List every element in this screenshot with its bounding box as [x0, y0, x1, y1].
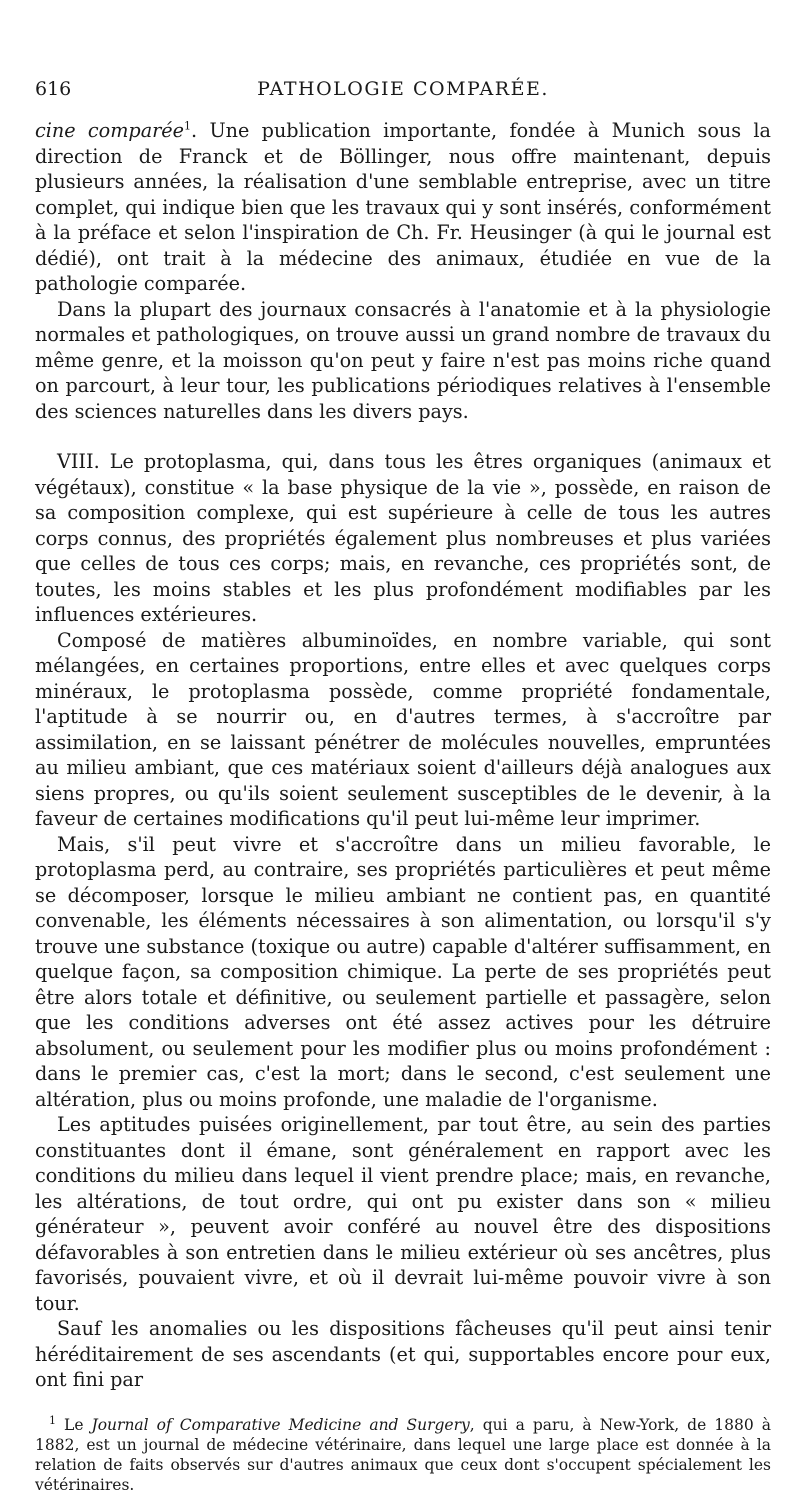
body-text [35, 118, 771, 1393]
page-number: 616 [35, 78, 72, 100]
running-title: PATHOLOGIE COMPARÉE. [257, 78, 549, 100]
paragraph-4: Composé de matières albuminoïdes, en nombre variable, qui sont mélangées, en certaines proportions, entre elles et avec quelques corps minéraux, le protoplasma possède, comme propriété fondamentale, l'aptitude à se nourrir ou, en d'autres termes, à s'accroître par assimilation, en se laissant pénétrer de molécules nouvelles, empruntées au milieu ambiant, que ces matériaux soient d'ailleurs déjà analogues aux siens propres, ou qu'ils soient seulement susceptibles de le devenir, à la faveur de certaines modifications qu'il peut lui-même leur imprimer. [35, 628, 771, 830]
section-viii-paragraph: VIII. Le protoplasma, qui, dans tous les êtres organiques (animaux et végétaux), constitue « la base physique de la vie », possède, en raison de sa composition complexe, qui est supérieure à celle de tous les autres corps connus, des propriétés également plus nombreuses et plus variées que celles de tous ces corps; mais, en revanche, ces propriétés sont, de toutes, les moins stables et les plus profondément modifiables par les influences extérieures. [35, 450, 771, 626]
footnote-reference: 1 [184, 119, 192, 133]
footnote-mark: 1 [49, 1413, 56, 1427]
paragraph-6: Les aptitudes puisées originellement, par tout être, au sein des parties constituantes dont il émane, sont généralement en rapport avec les conditions du milieu dans lequel il vient prendre place; mais, en revanche, les altérations, de tout ordre, qui ont pu exister dans son « milieu générateur », peuvent avoir conféré au nouvel être des dispositions défavorables à son entretien dans le milieu extérieur où ses ancêtres, plus favorisés, pouvaient vivre, et où il devrait lui-même pouvoir vivre à son tour. [35, 1113, 771, 1315]
paragraph-1-text: . Une publication importante, fondée à Munich sous la direction de Franck et de Böllinger, nous offre maintenant, depuis plusieurs années, la réalisation d'une semblable entreprise, avec un titre complet, qui indique bien que les travaux qui y sont insérés, conformément à la préface et selon l'inspiration de Ch. Fr. Heusinger (à qui le journal est dédié), ont trait à la médecine des animaux, étudiée en vue de la pathologie comparée. [35, 119, 771, 295]
page [35, 78, 771, 1495]
paragraph-7: Sauf les anomalies ou les dispositions fâcheuses qu'il peut ainsi tenir héréditairement de ses ascendants (et qui, supportables encore pour eux, ont fini par [35, 1317, 771, 1391]
footnote-lead: Le [56, 1415, 92, 1434]
paragraph-1 [35, 118, 771, 297]
paragraph-5: Mais, s'il peut vivre et s'accroître dans un milieu favorable, le protoplasma perd, au contraire, ses propriétés particulières et peut même se décomposer, lorsque le milieu ambiant ne contient pas, en quantité convenable, les éléments nécessaires à son alimentation, ou lorsqu'il s'y trouve une substance (toxique ou autre) capable d'altérer suffisamment, en quelque façon, sa composition chimique. La perte de ses propriétés peut être alors totale et définitive, ou seulement partielle et passagère, selon que les conditions adverses ont été assez actives pour les détruire absolument, ou seulement pour les modifier plus ou moins profondément : dans le premier cas, c'est la mort; dans le second, c'est seulement une altération, plus ou moins profonde, une maladie de l'organisme. [35, 832, 771, 1111]
italic-phrase: cine comparée [35, 119, 185, 142]
footnote [35, 1415, 771, 1495]
page-header [35, 78, 771, 118]
paragraph-2: Dans la plupart des journaux consacrés à l'anatomie et à la physiologie normales et pathologiques, on trouve aussi un grand nombre de travaux du même genre, et la moisson qu'on peut y faire n'est pas moins riche quand on parcourt, à leur tour, les publications périodiques relatives à l'ensemble des sciences naturelles dans les divers pays. [35, 297, 771, 423]
footnote-text: , qui a paru, à New-York, de 1880 à 1882, est un journal de médecine vétérinaire, dans lequel une large place est donnée à la relation de faits observés sur d'autres animaux que ceux dont s'occupent spécialement les vétérinaires. [35, 1415, 771, 1494]
journal-title: Journal of Comparative Medicine and Surgery [91, 1415, 470, 1434]
